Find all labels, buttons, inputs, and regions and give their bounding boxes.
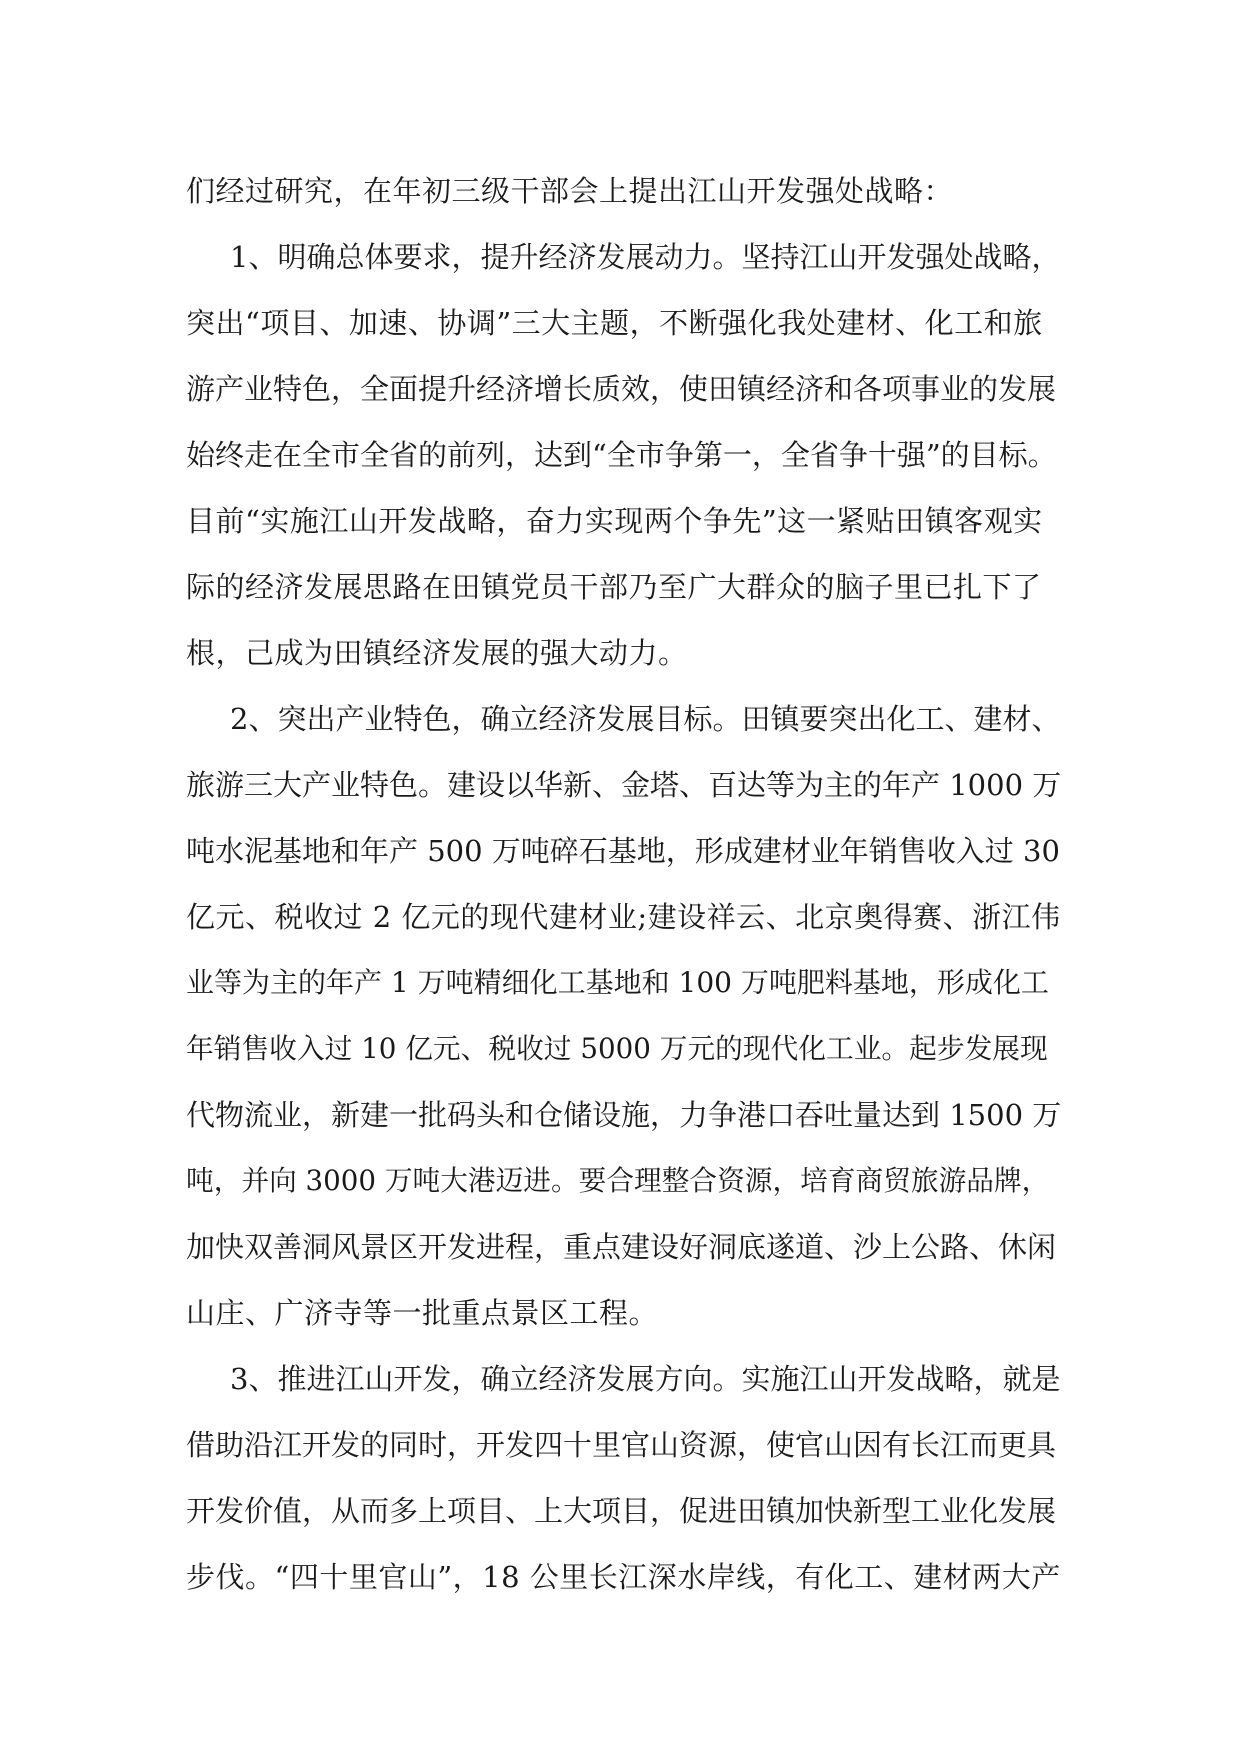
text-line: 2、突出产业特色，确立经济发展目标。田镇要突出化工、建材、 bbox=[230, 702, 1061, 736]
text-line: 年销售收入过 10 亿元、税收过 5000 万元的现代化工业。起步发展现 bbox=[186, 1032, 1048, 1065]
text-line: 3、推进江山开发，确立经济发展方向。实施江山开发战略，就是 bbox=[230, 1362, 1061, 1396]
text-line: 吨水泥基地和年产 500 万吨碎石基地，形成建材业年销售收入过 30 bbox=[186, 834, 1060, 868]
text-line: 根，己成为田镇经济发展的强大动力。 bbox=[186, 636, 688, 670]
text-line: 吨，并向 3000 万吨大港迈进。要合理整合资源，培育商贸旅游品牌， bbox=[186, 1164, 1050, 1197]
body-text bbox=[186, 158, 1066, 1610]
text-line: 代物流业，新建一批码头和仓储设施，力争港口吞吐量达到 1500 万 bbox=[186, 1098, 1062, 1132]
text-line: 始终走在全市全省的前列，达到“全市争第一，全省争十强”的目标。 bbox=[186, 438, 1057, 472]
text-line: 开发价值，从而多上项目、上大项目，促进田镇加快新型工业化发展 bbox=[186, 1494, 1057, 1528]
text-line: 步伐。“四十里官山”，18 公里长江深水岸线，有化工、建材两大产 bbox=[186, 1560, 1061, 1594]
text-line: 际的经济发展思路在田镇党员干部乃至广大群众的脑子里已扎下了 bbox=[186, 570, 1042, 604]
text-line: 1、明确总体要求，提升经济发展动力。坚持江山开发强处战略， bbox=[230, 240, 1061, 274]
text-line: 借助沿江开发的同时，开发四十里官山资源，使官山因有长江而更具 bbox=[186, 1428, 1057, 1462]
text-line: 突出“项目、加速、协调”三大主题，不断强化我处建材、化工和旅 bbox=[186, 306, 1043, 340]
text-line: 亿元、税收过 2 亿元的现代建材业;建设祥云、北京奥得赛、浙江伟 bbox=[186, 900, 1061, 934]
text-line: 目前“实施江山开发战略，奋力实现两个争先”这一紧贴田镇客观实 bbox=[186, 504, 1043, 538]
text-line: 们经过研究，在年初三级干部会上提出江山开发强处战略： bbox=[186, 174, 954, 208]
text-line: 游产业特色，全面提升经济增长质效，使田镇经济和各项事业的发展 bbox=[186, 372, 1057, 406]
text-line: 加快双善洞风景区开发进程，重点建设好洞底遂道、沙上公路、休闲 bbox=[186, 1230, 1057, 1264]
text-line: 旅游三大产业特色。建设以华新、金塔、百达等为主的年产 1000 万 bbox=[186, 768, 1062, 802]
text-line: 业等为主的年产 1 万吨精细化工基地和 100 万吨肥料基地，形成化工 bbox=[186, 966, 1049, 999]
text-line: 山庄、广济寺等一批重点景区工程。 bbox=[186, 1296, 659, 1330]
